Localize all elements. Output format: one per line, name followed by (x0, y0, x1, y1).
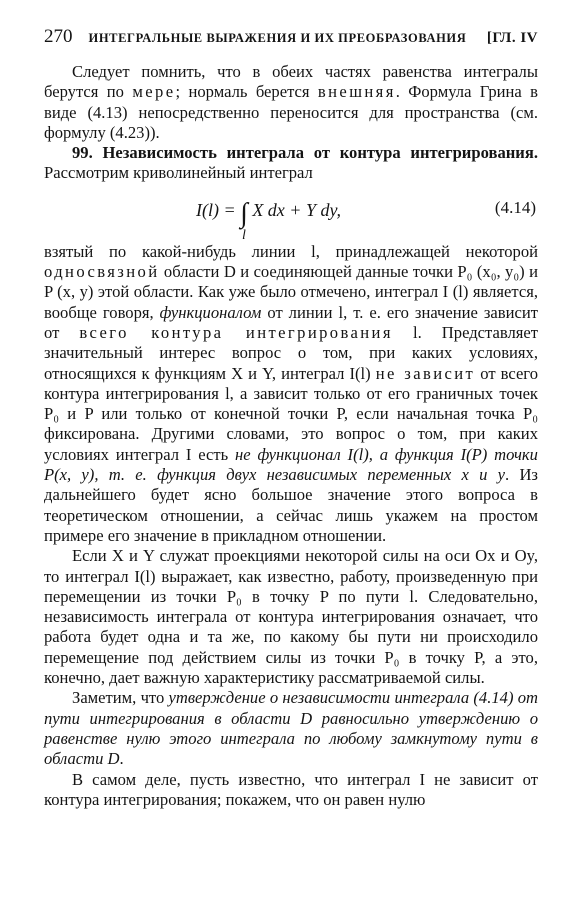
chapter-label: [ГЛ. IV (486, 30, 538, 46)
section-title: Независимость интеграла от контура интегрирования. (102, 143, 538, 163)
running-title: ИНТЕГРАЛЬНЫЕ ВЫРАЖЕНИЯ И ИХ ПРЕОБРАЗОВАНИЯ (88, 31, 467, 45)
formula-number: (4.14) (494, 197, 536, 217)
book-page (44, 26, 538, 810)
section-heading-paragraph (44, 143, 538, 184)
page-number: 270 (44, 26, 73, 47)
page-header (44, 26, 538, 48)
paragraph-remark: Заметим, что утверждение о независимости интеграла (4.14) от пути интегрирования в области D равносильно утверждению о равенстве нулю этого интеграла по любому замкнутому пути в области D. (44, 688, 538, 769)
paragraph-independence-question: взятый по какой-нибудь линии l, принадлежащей некоторой односвязной области D и соединяющей данные точки P₀ (x₀, y₀) и P (x, y) этой области. Как уже было отмечено, интеграл I (l) является, вообще говоря, функционалом от линии l, т. е. его значение зависит от всего контура интегрирования l. Представляет значительный интерес вопрос о том, при каких условиях, относящихся к функциям X и Y, интеграл I(l) не зависит от всего контура интегрирования l, а зависит только от его граничных точек P₀ и P или только от конечной точки P, если начальная точка P₀ фиксирована. Другими словами, это вопрос о том, при каких условиях интеграл I есть не функционал I(l), а функция I(P) точки P(x, y), т. е. функция двух независимых переменных x и y. Из дальнейшего будет ясно большое значение этого вопроса в теоретическом отношении, а сейчас лишь укажем на простом примере его значение в прикладном отношении. (44, 241, 539, 545)
integral-subscript: l (242, 227, 246, 243)
formula-4-14 (44, 188, 538, 243)
section-number: 99. (72, 143, 93, 163)
paragraph-work-example: Если X и Y служат проекциями некоторой силы на оси Ox и Oy, то интеграл I(l) выражает, как известно, работу, произведенную при перемещении из точки P₀ в точку P по пути l. Следовательно, независимость интеграла от контура интегрирования означает, что работа будет одна и та же, по какому бы пути ни происходило перемещение под действием силы из точки P₀ в точку P, а это, конечно, дает важную характеристику рассматриваемой силы. (44, 546, 538, 688)
section-intro: Рассмотрим криволинейный интеграл (44, 163, 313, 183)
integral-sign: ∫ (240, 197, 248, 229)
formula-expression: I(l) = ∫ X dx + Y dy, (196, 197, 341, 229)
paragraph-proof-start: В самом деле, пусть известно, что интеграл I не зависит от контура интегрирования; покажем, что он равен нулю (44, 769, 538, 809)
paragraph-green-formula: Следует помнить, что в обеих частях равенства интегралы берутся по мере; нормаль берется внешняя. Формула Грина в виде (4.13) непосредственно переносится для пространства (см. формулу (4.23)). (44, 62, 538, 142)
